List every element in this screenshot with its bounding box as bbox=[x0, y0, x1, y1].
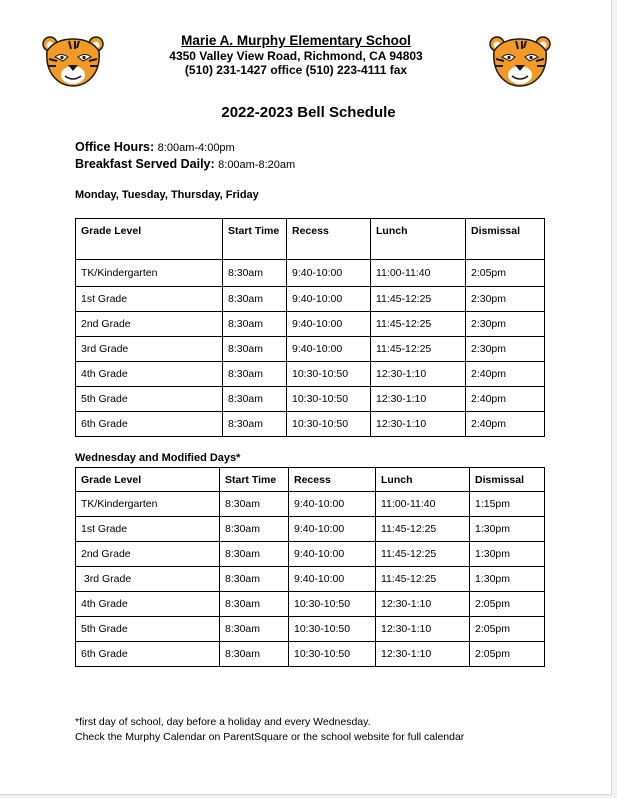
start-cell: 8:30am bbox=[220, 617, 289, 642]
grade-cell: 6th Grade bbox=[76, 412, 223, 437]
letterhead bbox=[150, 33, 442, 77]
recess-cell: 10:30-10:50 bbox=[289, 617, 376, 642]
office-hours-label: Office Hours: bbox=[75, 140, 155, 154]
lunch-cell: 11:00-11:40 bbox=[376, 492, 470, 517]
footnote-line: *first day of school, day before a holiday and every Wednesday. bbox=[75, 716, 371, 728]
lunch-cell: 11:45-12:25 bbox=[371, 287, 466, 312]
recess-cell: 9:40-10:00 bbox=[289, 567, 376, 592]
grade-cell: 5th Grade bbox=[76, 387, 223, 412]
modified-schedule-table bbox=[75, 467, 545, 667]
table-row bbox=[76, 617, 545, 642]
recess-cell: 9:40-10:00 bbox=[289, 492, 376, 517]
start-cell: 8:30am bbox=[223, 362, 287, 387]
recess-cell: 10:30-10:50 bbox=[289, 592, 376, 617]
regular-days-label: Monday, Tuesday, Thursday, Friday bbox=[75, 189, 259, 201]
dismissal-cell: 2:05pm bbox=[470, 642, 545, 667]
column-header: Dismissal bbox=[466, 219, 545, 260]
table-row bbox=[76, 642, 545, 667]
lunch-cell: 11:00-11:40 bbox=[371, 260, 466, 287]
column-header: Grade Level bbox=[76, 468, 220, 492]
lunch-cell: 12:30-1:10 bbox=[371, 362, 466, 387]
table-row bbox=[76, 387, 545, 412]
column-header: Recess bbox=[289, 468, 376, 492]
start-cell: 8:30am bbox=[220, 592, 289, 617]
grade-cell: 4th Grade bbox=[76, 362, 223, 387]
table-row bbox=[76, 337, 545, 362]
start-cell: 8:30am bbox=[223, 337, 287, 362]
dismissal-cell: 2:05pm bbox=[466, 260, 545, 287]
dismissal-cell: 2:30pm bbox=[466, 287, 545, 312]
school-phone: (510) 231-1427 office (510) 223-4111 fax bbox=[184, 63, 408, 77]
start-cell: 8:30am bbox=[223, 260, 287, 287]
breakfast-value: 8:00am-8:20am bbox=[218, 159, 296, 171]
lunch-cell: 11:45-12:25 bbox=[376, 567, 470, 592]
recess-cell: 10:30-10:50 bbox=[287, 387, 371, 412]
grade-cell: 3rd Grade bbox=[76, 337, 223, 362]
grade-cell: 6th Grade bbox=[76, 642, 220, 667]
start-cell: 8:30am bbox=[220, 517, 289, 542]
start-cell: 8:30am bbox=[223, 387, 287, 412]
lunch-cell: 12:30-1:10 bbox=[376, 642, 470, 667]
recess-cell: 10:30-10:50 bbox=[287, 362, 371, 387]
table-header-row bbox=[76, 219, 545, 260]
recess-cell: 9:40-10:00 bbox=[287, 287, 371, 312]
grade-cell: 3rd Grade bbox=[76, 567, 220, 592]
column-header: Grade Level bbox=[76, 219, 223, 260]
lunch-cell: 12:30-1:10 bbox=[371, 412, 466, 437]
column-header: Lunch bbox=[371, 219, 466, 260]
recess-cell: 10:30-10:50 bbox=[287, 412, 371, 437]
dismissal-cell: 2:40pm bbox=[466, 362, 545, 387]
table-row bbox=[76, 517, 545, 542]
recess-cell: 9:40-10:00 bbox=[287, 337, 371, 362]
dismissal-cell: 1:30pm bbox=[470, 517, 545, 542]
dismissal-cell: 1:30pm bbox=[470, 542, 545, 567]
dismissal-cell: 2:30pm bbox=[466, 337, 545, 362]
table-header-row bbox=[76, 468, 545, 492]
dismissal-cell: 2:40pm bbox=[466, 387, 545, 412]
school-name: Marie A. Murphy Elementary School bbox=[181, 33, 411, 48]
table-row bbox=[76, 492, 545, 517]
recess-cell: 9:40-10:00 bbox=[289, 517, 376, 542]
table-row bbox=[76, 542, 545, 567]
grade-cell: TK/Kindergarten bbox=[76, 260, 223, 287]
breakfast-hours bbox=[75, 157, 295, 171]
column-header: Dismissal bbox=[470, 468, 545, 492]
grade-cell: 2nd Grade bbox=[76, 312, 223, 337]
column-header: Lunch bbox=[376, 468, 470, 492]
start-cell: 8:30am bbox=[220, 542, 289, 567]
table-row bbox=[76, 567, 545, 592]
page-title: 2022-2023 Bell Schedule bbox=[221, 104, 396, 121]
start-cell: 8:30am bbox=[223, 312, 287, 337]
lunch-cell: 11:45-12:25 bbox=[371, 337, 466, 362]
grade-cell: 4th Grade bbox=[76, 592, 220, 617]
dismissal-cell: 1:15pm bbox=[470, 492, 545, 517]
column-header: Recess bbox=[287, 219, 371, 260]
lunch-cell: 12:30-1:10 bbox=[376, 592, 470, 617]
office-hours-value: 8:00am-4:00pm bbox=[157, 142, 235, 154]
recess-cell: 9:40-10:00 bbox=[289, 542, 376, 567]
table-row bbox=[76, 592, 545, 617]
modified-days-label: Wednesday and Modified Days* bbox=[75, 452, 241, 464]
grade-cell: 1st Grade bbox=[76, 517, 220, 542]
dismissal-cell: 2:40pm bbox=[466, 412, 545, 437]
table-row bbox=[76, 260, 545, 287]
tiger-face-icon bbox=[488, 35, 552, 89]
start-cell: 8:30am bbox=[220, 492, 289, 517]
grade-cell: TK/Kindergarten bbox=[76, 492, 220, 517]
lunch-cell: 12:30-1:10 bbox=[376, 617, 470, 642]
tiger-face-icon bbox=[41, 35, 105, 89]
grade-cell: 5th Grade bbox=[76, 617, 220, 642]
dismissal-cell: 2:05pm bbox=[470, 592, 545, 617]
lunch-cell: 11:45-12:25 bbox=[376, 517, 470, 542]
start-cell: 8:30am bbox=[220, 642, 289, 667]
lunch-cell: 11:45-12:25 bbox=[376, 542, 470, 567]
regular-schedule-table bbox=[75, 218, 545, 437]
column-header: Start Time bbox=[220, 468, 289, 492]
lunch-cell: 12:30-1:10 bbox=[371, 387, 466, 412]
dismissal-cell: 2:30pm bbox=[466, 312, 545, 337]
start-cell: 8:30am bbox=[223, 412, 287, 437]
footnote bbox=[75, 715, 464, 745]
recess-cell: 10:30-10:50 bbox=[289, 642, 376, 667]
office-hours bbox=[75, 140, 235, 154]
breakfast-label: Breakfast Served Daily: bbox=[75, 157, 215, 171]
table-row bbox=[76, 412, 545, 437]
start-cell: 8:30am bbox=[220, 567, 289, 592]
start-cell: 8:30am bbox=[223, 287, 287, 312]
grade-cell: 2nd Grade bbox=[76, 542, 220, 567]
column-header: Start Time bbox=[223, 219, 287, 260]
recess-cell: 9:40-10:00 bbox=[287, 312, 371, 337]
school-address: 4350 Valley View Road, Richmond, CA 94803 bbox=[169, 49, 423, 63]
recess-cell: 9:40-10:00 bbox=[287, 260, 371, 287]
lunch-cell: 11:45-12:25 bbox=[371, 312, 466, 337]
dismissal-cell: 1:30pm bbox=[470, 567, 545, 592]
table-row bbox=[76, 362, 545, 387]
table-row bbox=[76, 312, 545, 337]
dismissal-cell: 2:05pm bbox=[470, 617, 545, 642]
grade-cell: 1st Grade bbox=[76, 287, 223, 312]
table-row bbox=[76, 287, 545, 312]
footnote-line: Check the Murphy Calendar on ParentSquare or the school website for full calendar bbox=[75, 731, 465, 743]
